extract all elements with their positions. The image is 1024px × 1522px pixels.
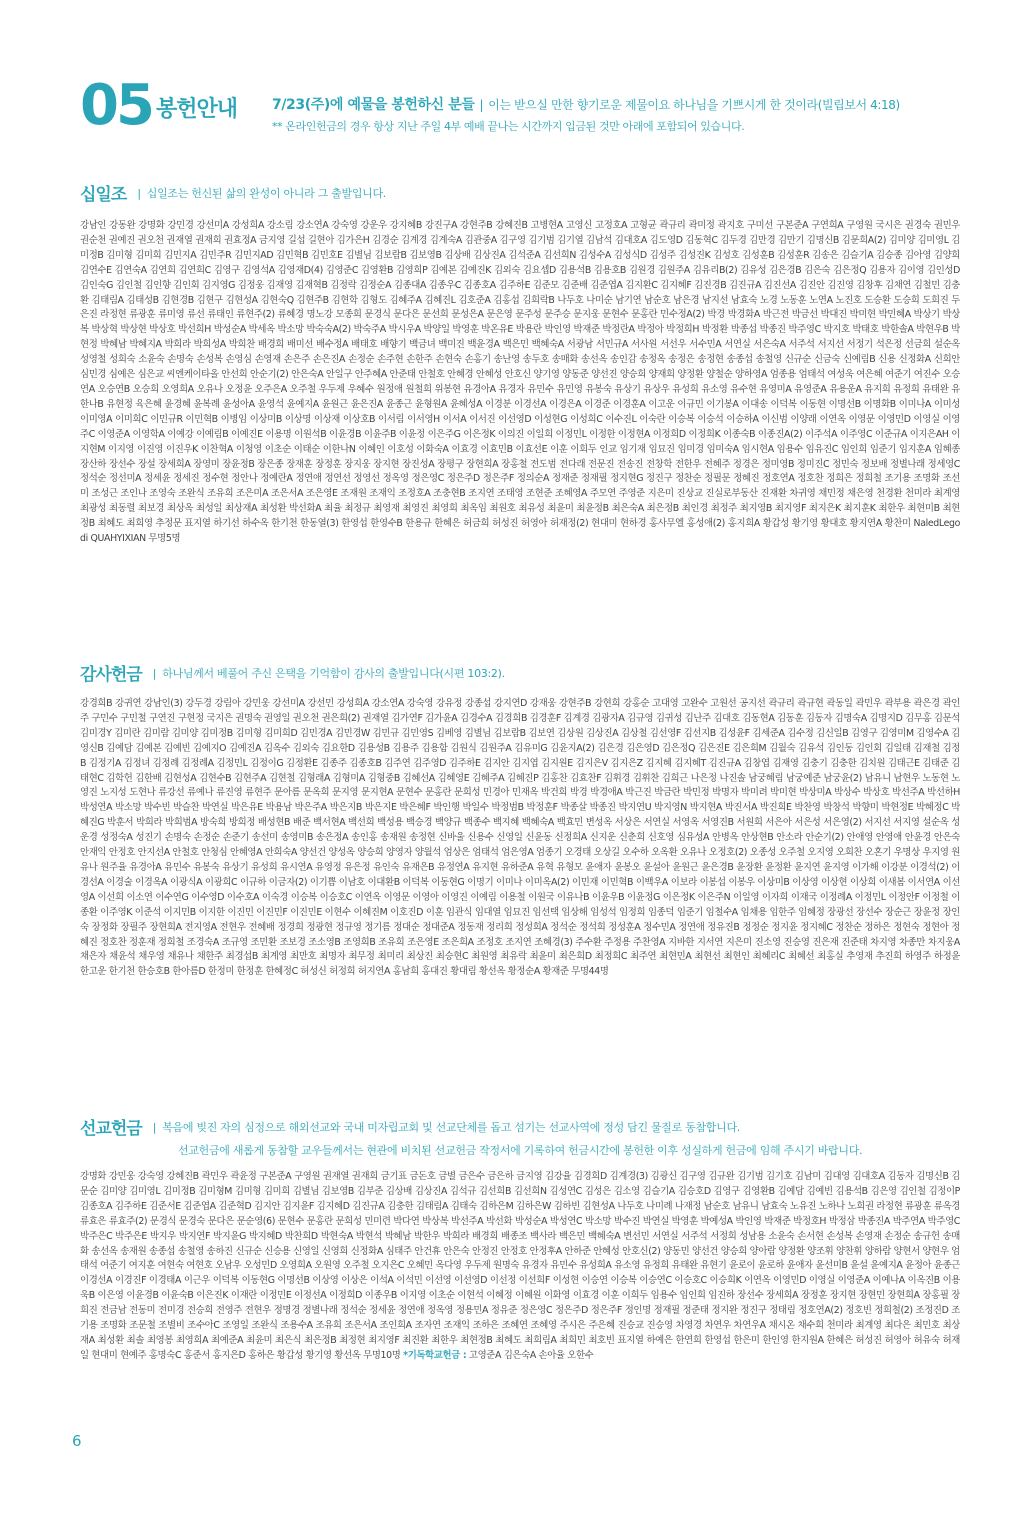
section-title: 봉헌안내 (156, 97, 238, 122)
thanks-heading (80, 660, 960, 684)
tithe-section (80, 180, 960, 619)
header-line-1 (272, 94, 992, 114)
mission-title: 선교헌금 (80, 1119, 142, 1139)
page-number: 6 (72, 1432, 82, 1450)
tithe-heading (80, 180, 960, 204)
mission-subtitle-1: | 복음에 빚진 자의 심정으로 해외선교와 국내 미자립교회 및 선교단체를 돕고 섬기는 선교사역에 정성 담긴 물질로 동참합니다. (152, 1120, 740, 1134)
tithe-title: 십일조 (80, 185, 127, 205)
mission-section (80, 1114, 960, 1440)
offering-date-heading: 7/23(주)에 예물을 봉헌하신 분들 (272, 97, 475, 113)
online-offering-note: ** 온라인헌금의 경우 항상 지난 주일 4부 예배 끝나는 시간까지 입금된 것만 아래에 포함되어 있습니다. (272, 120, 745, 133)
thanks-subtitle: | 하나님께서 베풀어 주신 은택을 기억함이 감사의 출발입니다(시편 103:2). (152, 666, 505, 680)
thanks-names: 강경희B 강귀연 강남인(3) 강두경 강림아 강민웅 강선미A 강선민 강성희A 강소연A 강숙영 강유정 강종섭 강지연D 강재웅 강현주B 강현희 강홍순 고대영 고완수 고원선 공지선 곽규리 곽규현 곽동일 곽민우 곽부용 곽은경 곽인주 구민수 구민철 구연진 구현정 국지은 권명숙 권영일 권오천 권은희(2) 권재열 김가연F 김가윤A 김경수A 김경희B 김경훈F 김계경 김광자A 김규영 김귀성 김난주 김대호 김동현A 김동훈 김동자 김명숙A 김명지D 김무홍 김문석 김미경Y 김미란 김미람 김미양 김미정B 김미형 김미희D 김민경A 김민경W 김민규 김민영S 김베영 김별님 김보람B 김보연 김상원 김상진A 김상철 김선영F 김선지B 김성윤F 김세준A 김수정 김신일B 김영구 김영미M 김영수A 김영신B 김예담 김예본 김예빈 김예지O 김예진A 김옥수 김외숙 김요한D 김용성B 김용주 김용함 김원식 김원주A 김유미G 김윤지A(2) 김은경 김은영D 김은정Q 김은진E 김은희M 김월숙 김유석 김인동 김인회 김일태 김재철 김정B 김정기A 김정녀 김정례 김정례A 김정민L 김정이G 김정환E 김종주 김종호B 김주연 김주영D 김주하E 김지안 김지엽 김지원E 김지은V 김지은Z 김지혜 김지혜T 김진규A 김창엽 김재영 김충기 김충한 김치원 김태근E 김태준 김태현C 김학헌 김한배 김현성A 김현수B 김현주A 김현철 김형래A 김형미A 김형중B 김혜선A 김혜영E 김혜주A 김혜진P 김홍찬 김효찬F 김휘경 김휘찬 김희근 나은정 나진솔 남궁혜림 남궁예준 남궁윤(2) 남유니 남현우 노동현 노영진 노지성 도현나 류강선 류예나 류진영 류현주 문아름 문옥희 문지영 문지현A 문현수 문홍란 문희성 민경아 민재옥 박건희 박경 박경애A 박근진 박금란 박민정 박명자 박미려 박미현 박상미A 박상수 박상호 박선주A 박선하H 박성연A 박소망 박수빈 박슬찬 박연실 박은유E 박용남 박은주A 박은지B 박은지E 박은혜F 박인행 박일수 박정범B 박정훈F 박종살 박종진 박지연U 박지영N 박지현A 박진서A 박진희E 박찬영 박창석 박향미 박현정E 박혜정C 박혜진G 박훈서 박희라 박희범A 방숙희 방희정 배성현B 배준 백서현A 백선희 백성용 백승경 백양규 백종수 백지혜 백혜숙A 백효민 변성옥 서상은 서연실 서영옥 서영진B 서원희 서은아 서은성 서은영(2) 서지선 서지영 설순옥 성운경 성정숙A 성진기 손명숙 손정순 손준기 송선미 송영미B 송은정A 송인홍 송재원 송정현 신바울 신용수 신영일 신윤동 신정희A 신지운 신춘희 신호영 심유성A 안병옥 안상현B 안소라 안순기(2) 안애영 안영애 안윤경 안은숙 안재익 안정호 안지선A 안철호 안청심 안혜영A 안희숙A 양선건 양성옥 양승희 양영자 양월석 엄상은 엄태석 엄은영A 엄종기 오경태 오상길 오수하 오옥환 오유나 오정호(2) 오종성 오주철 오지영 오희찬 오혼기 우명상 우지영 원유나 원주율 유경아A 유민수 유봉숙 유상기 유성희 유시연A 유영정 유은정 유인숙 유재은B 유정연A 유지현 유하준A 유혁 유형모 윤애자 윤봉오 윤설아 윤원근 윤은경B 윤장환 윤정환 윤지연 윤지영 이가해 이강분 이경석(2) 이경선A 이경술 이경옥A 이광식A 이광희C 이규하 이금자(2) 이기쁨 이남호 이대환B 이덕복 이동현G 이명기 이미나 이미옥A(2) 이민재 이민혁B 이백우A 이보라 이봉섭 이봉우 이상미B 이상영 이상현 이상희 이새봄 이서연A 이선영A 이선희 이소연 이수연G 이수영D 이수호A 이숙경 이승복 이승호C 이연옥 이영문 이영아 이영진 이예림 이용철 이원국 이유나B 이윤우B 이윤정G 이은정K 이은주N 이일영 이자희 이재국 이정례A 이정민L 이정안F 이정철 이종환 이주영K 이준석 이지민B 이지한 이진민 이진민F 이진민E 이현수 이혜진M 이호진D 이훈 임관식 임대열 임묘진 임선택 임상해 임성석 임정희 임종덕 임준기 임철수A 임채용 임한주 임혜정 장광선 장선수 장순근 장윤정 장인숙 장정화 장필주 장현희A 전지영A 전현우 전혜배 정경희 정광현 정규영 정기름 정대순 정대준A 정동재 정리희 정성희A 정석순 정석희 정성훈A 정수민A 정연애 정유진B 정정순 정지윤 정지혜C 정찬순 정하은 정현숙 정현아 정혜진 정호찬 정훈재 정희철 조경숙A 조규영 조민환 조보경 조소영B 조영희B 조유희 조은영E 조은희A 조정호 조지연 조혜경(3) 주수환 주정용 주찬영A 지바한 지서연 지은미 진소영 진승영 진은재 진준태 차지영 차종만 차지웅A 채은자 채윤석 채우영 채유나 채한주 최경섭B 최계영 최만호 최명자 최무정 최미리 최상진 최승현C 최원영 최유락 최윤미 최은희D 최정희C 최주연 최현민A 최현선 최현인 최혜리C 최혜선 최홍실 추영재 추진희 하영주 하정윤 한고운 한기천 한승호B 한아름D 한정미 한정훈 한혜정C 허성신 허정희 허지연A 홍남희 홍대진 황대림 황선옥 황정순A 황재준 무명44명 (80, 698, 960, 978)
divider: | (479, 98, 484, 112)
thanks-title: 감사헌금 (80, 665, 142, 685)
thanks-section (80, 660, 960, 1057)
christian-school-offering-label: *기독학교헌금 : (403, 1349, 467, 1361)
mission-names-text: 강명화 강민웅 강숙영 강혜진B 곽민우 곽윤정 구본준A 구영원 권재열 권재희 금기표 금돈호 금별 금은수 금은하 금지영 김강율 김경희D 김계경(3) 김광신 김구영 김규완 김기범 김기호 김남미 김대영 김대호A 김동자 김명신B 김문순 김미양 김미영L 김미정B 김미형M 김미형 김미희 김별님 김보영B 김부준 김상배 김상진A 김석규 김선희B 김선희N 김성연C 김성은 김소영 김슬기A 김승호D 김영구 김영환B 김예담 김예빈 김용석B 김은영 김인철 김정이P 김종호A 김주하E 김준서E 김준엽A 김준혁D 김지안 김지윤F 김지혜D 김진규A 김충한 김태림A 김태숙 김하은M 김하은W 김하빈 김현성A 나두호 나미례 나재정 남순호 남유니 남효숙 노유진 노하나 노희권 라정현 류광훈 류옥경 류효은 류효주(2) 문경식 문경숙 문다은 문순영(6) 문현수 문홍란 문희성 민미련 박다연 박상복 박선주A 박선화 박성순A 박성연C 박소망 박수진 박연실 박영훈 박예성A 박인영 박재준 박정호H 박정삼 박종진A 박주연A 박주영C 박주은C 박주은E 박지우 박지연F 박지윤G 박지혜D 박찬희D 박현숙A 박현석 박혜남 박한우 박희라 배경희 배종조 백사라 백은민 백혜숙A 변선민 서연실 서주석 서정희 성남용 소윤숙 손서현 손성복 손영재 손정순 송규헌 송매화 송선옥 송재원 송종섭 송철영 송하진 신규순 신승용 신영일 신영희 신정화A 심태주 안건휴 안은숙 안정진 안정호 안정후A 안하준 안혜성 안호신(2) 양동민 양선건 양승희 양아람 양정환 양조휘 양찬휘 양하람 양현서 양현우 엄태석 여준기 여지훈 여현숙 여현호 오남우 오성민D 오영희A 오원영 오주철 오지은C 오혜민 옥다영 우두제 원명숙 유경자 유민수 유성희A 유소영 유정희 유태완 유현기 윤로이 윤로하 윤애자 윤선미B 윤설 윤예지A 윤정아 윤종근 이경선A 이경진F 이경태A 이근우 이덕복 이동현G 이명선B 이상영 이상은 이석A 이석민 이선영 이선영D 이선정 이선희F 이성현 이승연 이승복 이승연C 이승호C 이승희K 이연옥 이영민D 이영실 이영준A 이예나A 이옥진B 이용욱B 이은영 이윤경B 이윤숙B 이은진K 이재란 이정민E 이정선A 이정희D 이종우B 이지영 이초순 이현석 이혜정 이혜원 이화영 이효경 이훈 이희두 임용수 임인희 임진하 장선수 장세희A 장정훈 장지현 장현민 장현희A 장홍필 장희진 전금남 전동미 전미경 전승희 전영주 전현우 정명경 정별나래 정석순 정세윤 정연애 정옥영 정용민A 정유준 정은영C 정은주D 정은주F 정인명 정재필 정준태 정지완 정진구 정태림 정호연A(2) 정호빈 정희철(2) 조정진D 조기용 조명화 조문철 조별비 조수아C 조영일 조완식 조용수A 조유희 조은서A 조인희A 조자연 조재익 조하은 조혜연 조혜영 주시은 주은혜 진승교 진승영 차영경 차연우 차연우A 채시온 채수희 천미라 최계영 최다은 최민호 최상재A 최성환 최솔 최영봉 최영희A 최예준A 최윤미 최은식 최은정B 최정현 최지영F 최진환 최한우 최현정B 최혜도 최희림A 최희민 최호빈 표지열 하예은 한연희 한영섭 한은미 한인영 한지원A 한혜은 허성진 허영아 허유숙 허재일 현대미 현예주 홍명숙C 홍준서 홍지은D 홍하은 황갑성 황기영 황선옥 무명10명 (80, 1171, 960, 1361)
scripture-verse: 이는 받으실 만한 향기로운 제물이요 하나님을 기쁘시게 한 것이라(빌립보서 4:18) (488, 98, 900, 112)
mission-subtitle-2: 선교헌금에 새롭게 동참할 교우들께서는 현관에 비치된 선교헌금 작정서에 기록하여 헌금시간에 봉헌한 이후 성실하게 헌금에 임해 주시기 바랍니다. (178, 1144, 863, 1157)
section-number: 05 (80, 73, 152, 138)
tithe-subtitle-text: 십일조는 헌신된 삶의 완성이 아니라 그 출발입니다. (146, 186, 387, 200)
tithe-subtitle: | 십일조는 헌신된 삶의 완성이 아니라 그 출발입니다. (137, 186, 387, 200)
offering-header (80, 73, 980, 142)
thanks-subtitle-text: 하나님께서 베풀어 주신 은택을 기억함이 감사의 출발입니다(시편 103:2). (162, 666, 505, 680)
mission-heading (80, 1114, 960, 1138)
mission-names (80, 1170, 960, 1440)
tithe-names: 강남인 강동완 강명화 강민경 강선미A 강성희A 강소림 강소연A 강숙영 강운우 강지혜B 강진구A 강현주B 강혜진B 고병현A 고영신 고정호A 고형균 곽규리 곽미정 곽지호 구미선 구본준A 구연희A 구영원 국시은 권경숙 권민우 권순천 권예진 권오천 권재열 권재희 권효정A 금지영 길섭 길현아 김가은H 김경순 김계경 김계숙A 김관중A 김구영 김기범 김기열 김남석 김대호A 김도영D 김동혁C 김두경 김만경 김만기 김명신B 김문희A(2) 김미양 김미영L 김미정B 김미형 김미희 김민지A 김민주R 김민지AD 김민혁B 김민호E 김별님 김보람B 김보영B 김상배 김상진A 김석준A 김선희N 김성수A 김성식D 김성주 김성진K 김성호 김성훈B 김성훈R 김송은 김슬기A 김승종 김아영 김양희 김연수E 김연숙A 김연희 김연희C 김영구 김영석A 김영재D(4) 김영준C 김영환B 김영희P 김예본 김예진K 김외숙 김요셉D 김용석B 김용호B 김원경 김원주A 김유리B(2) 김유성 김은경B 김은숙 김은정Q 김용자 김이영 김인성D 김인숙G 김인철 김인향 김인회 김지영G 김정웅 김재영 김재혁B 김정락 김정순A 김종대A 김종우C 김종호A 김주하E 김준모 김준배 김준엽A 김지환C 김지혜F 김진경B 김진규A 김진선A 김진안 김진영 김창후 김채연 김철민 김충환 김태림A 김태성B 김현경B 김현구 김현성A 김현숙Q 김현주B 김현학 김형도 김혜주A 김혜진L 김호준A 김홍섭 김희락B 나두호 나미순 남기연 남순호 남은경 남지선 남효숙 노경 노동훈 노연A 노진호 도승환 도승희 도희진 두은진 라정현 류광훈 류미영 류선 류태인 류현주(2) 류혜경 명노강 모종희 문경식 문다은 문선희 문성은A 문은영 문주성 문주승 문지웅 문현수 문홍란 민수정A(2) 박경 박경화A 박근전 박금선 박대진 박미현 박민혜A 박상기 박상복 박상혁 박상현 박상호 박선희H 박성순A 박세옥 박소망 박숙숙A(2) 박숙주A 박시우A 박양일 박영훈 박온유E 박용란 박인영 박재준 박정란A 박정아 박정희H 박정환 박종섭 박종진 박주영C 박지호 박태호 박한솔A 박현우B 박현정 박혜남 박혜지A 박희라 박희성A 박희찬 배경희 배미선 배수정A 배태호 배향기 백금녀 백미진 백윤경A 백은민 백혜숙A 서광남 서민규A 서사원 서선우 서수민A 서연실 서은숙A 서주석 서지선 서정기 석은정 선금희 설순옥 성영철 성희숙 소윤숙 손명숙 손성복 손영심 손영재 손은주 손은진A 손정순 손주현 손한주 손현숙 손홍기 송난영 송두호 송매화 송선옥 송인감 송정옥 송정은 송정현 송종섭 송철영 신규순 신금숙 신예림B 신용 신정화A 신희안 심민경 심예은 심은교 씨엔케이타올 안선희 안순기(2) 안은숙A 안일구 안주혜A 안준태 안철호 안혜경 안혜성 안호신 양기영 양동준 양선진 양승희 양재희 양정환 양철순 양하영A 엄종용 엄태석 여성욱 여은혜 여준기 여진수 오승연A 오승연B 오승희 오영희A 오유나 오정윤 오주은A 오주철 우두제 우혜수 원정애 원철희 위봉현 유경아A 유경자 유민수 유민영 유봉숙 유상기 유상우 유성희 유소영 유수현 유영미A 유영준A 유용운A 유지희 유정희 유태완 유한나B 유현정 육은혜 윤경혜 윤복례 윤성아A 윤영석 윤예지A 윤원근 윤은진A 윤종근 윤형원A 윤혜성A 이경분 이경선A 이경은A 이경준 이경훈A 이고운 이규민 이기봉A 이대송 이덕복 이동현 이명선B 이명화B 이미나A 이미성 이미영A 이미희C 이민규R 이민혁B 이병임 이상미B 이상명 이상재 이상호B 이서림 이서영H 이서A 이서진 이선영D 이성현G 이성희C 이수진L 이숙란 이승복 이승석 이승하A 이신범 이양래 이연옥 이영문 이영민D 이영실 이영주C 이영준A 이영학A 이예강 이예림B 이예진E 이용명 이원석B 이윤경B 이윤주B 이윤정 이은주G 이은정K 이의진 이일희 이정민L 이정한 이정현A 이정희D 이정희K 이종숙B 이종진A(2) 이주석A 이주영C 이준규A 이지은AH 이지현M 이지영 이진영 이진우K 이찬혁A 이청영 이초순 이태순 이한나N 이혜인 이호성 이화숙A 이효경 이효민B 이효선E 이훈 이희두 인교 임기재 임묘진 임미경 임미숙A 임시현A 임용수 임유진C 임인희 임준기 임지훈A 임혜종 장산하 장선수 장설 장세희A 장영미 장윤정B 장은종 장재훈 장정훈 장지웅 장지현 장진성A 장평구 장현희A 장홍철 전도범 전다래 전문진 전송진 전창학 전한우 전혜주 정경은 정미영B 정미진C 정민숙 정보배 정별나래 정세영C 정석순 정선미A 정세윤 정세진 정수현 정안나 정예란A 정연애 정연선 정영선 정옥영 정은영C 정은주D 정은주F 정의순A 정재준 정재필 정지현G 정진구 정찬순 정필문 정혜진 정호연A 정호찬 정희은 정희철 조기용 조명화 조선미 조성근 조인나 조영숙 조완식 조유희 조은미A 조은서A 조은영E 조재원 조재익 조정호A 조충현B 조지연 조태영 조현준 조혜영A 주모연 주영준 지은미 진상교 진실로부동산 진재환 차귀영 채민정 채은영 천경환 천미라 최계영 최광성 최동렬 최보경 최상옥 최성일 최상재A 최성환 박선화A 최율 최정규 최영재 최영진 최영희 최옥임 최원호 최유성 최윤미 최윤정B 최은숙A 최은정B 최인경 최정주 최지영B 최지영F 최지은K 최지훈K 최한우 최현미B 최현정B 최혜도 최희영 추정문 표지열 하기선 하수옥 한기천 한동열(3) 한영섭 한영수B 한용규 한혜은 허금희 허성진 허영아 허재정(2) 현대미 현하경 홍사무엘 홍성애(2) 홍지희A 황갑성 황기영 황대호 황지연A 황찬미 NaledLegodi QUAHYIXIAN 무명5명 (80, 220, 960, 545)
mission-subtitle-1-text: 복음에 빚진 자의 심정으로 해외선교와 국내 미자립교회 및 선교단체를 돕고 섬기는 선교사역에 정성 담긴 물질로 동참합니다. (162, 1120, 740, 1134)
christian-school-offering-names: 고영준A 김은숙A 손아율 오한수 (468, 1349, 594, 1361)
